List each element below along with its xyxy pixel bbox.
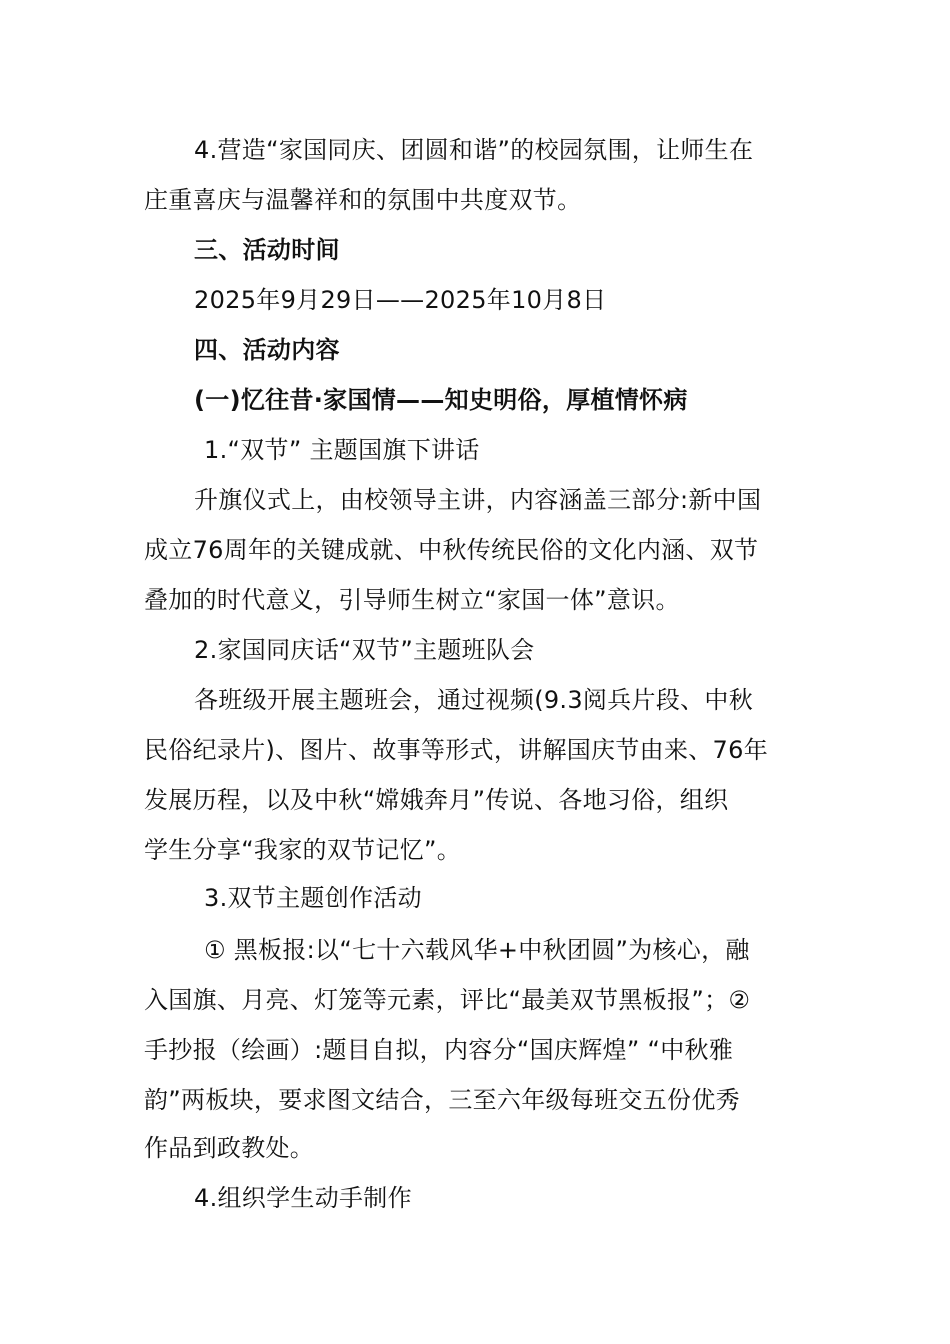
- paragraph-line: 韵”两板块，要求图文结合，三至六年级每班交五份优秀: [144, 1086, 740, 1114]
- paragraph-line: 学生分享“我家的双节记忆”。: [144, 836, 462, 864]
- item-heading: 3.双节主题创作活动: [204, 884, 422, 912]
- paragraph-line: 作品到政教处。: [144, 1134, 315, 1162]
- paragraph-line: 入国旗、月亮、灯笼等元素，评比“最美双节黑板报”；②: [144, 986, 751, 1014]
- item-heading: 1.“双节” 主题国旗下讲话: [204, 436, 480, 464]
- item-heading: 4.组织学生动手制作: [194, 1184, 412, 1212]
- paragraph-line: 成立76周年的关键成就、中秋传统民俗的文化内涵、双节: [144, 536, 759, 564]
- subsection-heading: (一)忆往昔·家国情——知史明俗，厚植情怀病: [194, 386, 688, 414]
- item-heading: 2.家国同庆话“双节”主题班队会: [194, 636, 535, 664]
- section-heading: 四、活动内容: [194, 336, 340, 364]
- paragraph-line: ① 黑板报:以“七十六载风华+中秋团圆”为核心，融: [204, 936, 750, 964]
- paragraph-line: 各班级开展主题班会，通过视频(9.3阅兵片段、中秋: [194, 686, 754, 714]
- paragraph-line: 叠加的时代意义，引导师生树立“家国一体”意识。: [144, 586, 680, 614]
- paragraph-line: 庄重喜庆与温馨祥和的氛围中共度双节。: [144, 186, 582, 214]
- activity-date-range: 2025年9月29日——2025年10月8日: [194, 286, 607, 314]
- section-heading: 三、活动时间: [194, 236, 340, 264]
- paragraph-line: 民俗纪录片)、图片、故事等形式，讲解国庆节由来、76年: [144, 736, 769, 764]
- paragraph-line: 4.营造“家国同庆、团圆和谐”的校园氛围，让师生在: [194, 136, 754, 164]
- paragraph-line: 发展历程，以及中秋“嫦娥奔月”传说、各地习俗，组织: [144, 786, 729, 814]
- paragraph-line: 升旗仪式上，由校领导主讲，内容涵盖三部分:新中国: [194, 486, 762, 514]
- paragraph-line: 手抄报（绘画）:题目自拟，内容分“国庆辉煌” “中秋雅: [144, 1036, 734, 1064]
